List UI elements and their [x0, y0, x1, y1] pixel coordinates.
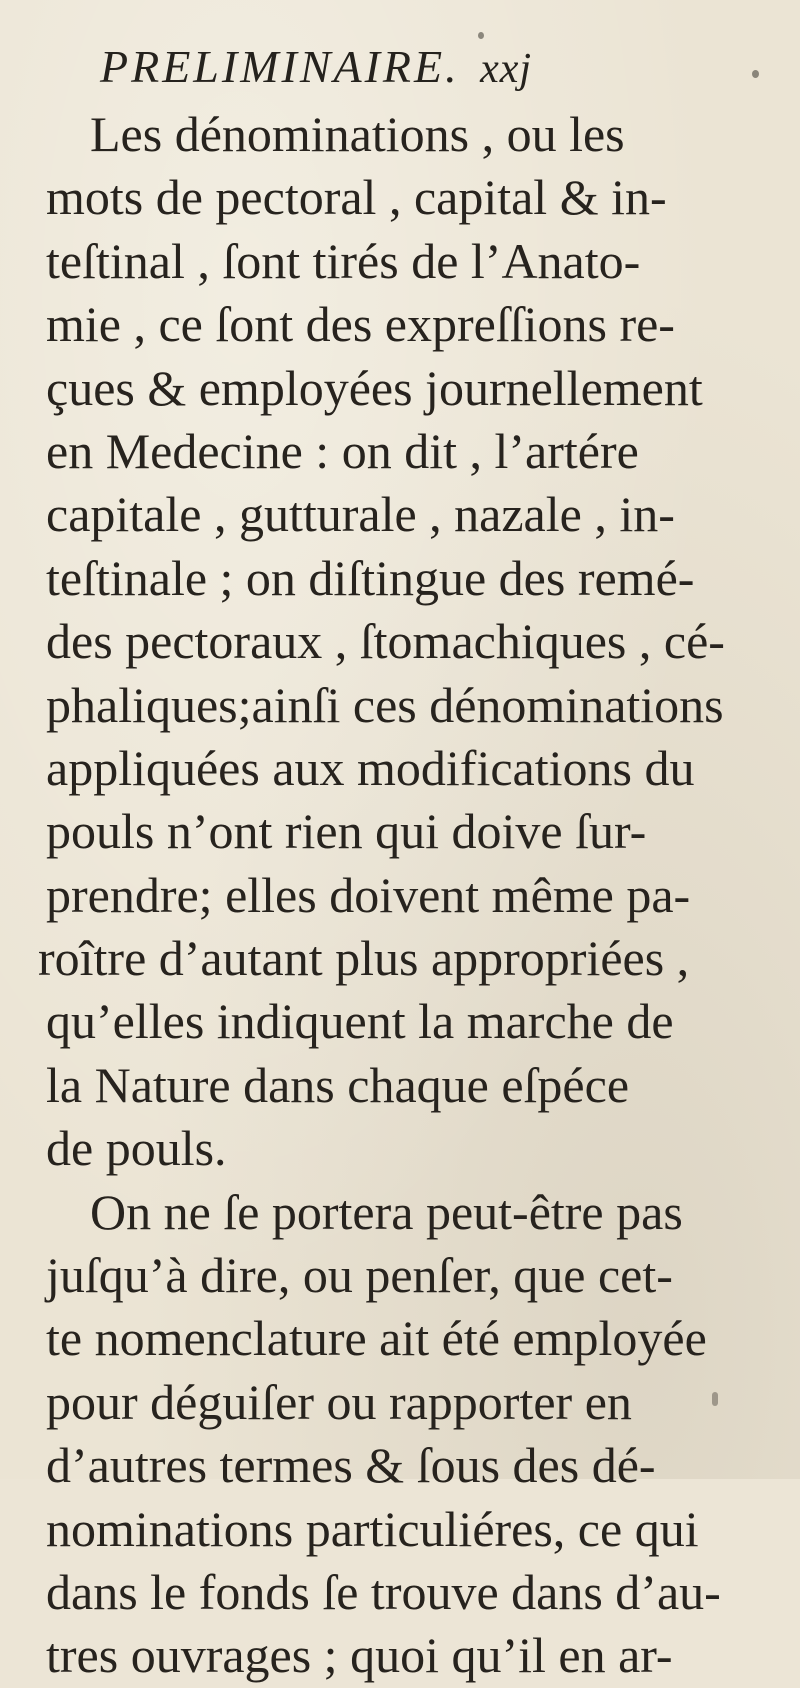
text-line: teſtinal , ſont tirés de l’Anato-: [46, 232, 641, 289]
text-line: nominations particuliéres, ce qui: [46, 1500, 699, 1557]
ink-speck: [712, 1392, 718, 1406]
text-line: en Medecine : on dit , l’artére: [46, 422, 639, 479]
text-line: prendre; elles doivent même pa-: [46, 866, 691, 923]
ink-speck: [478, 32, 484, 39]
text-line: çues & employées journellement: [46, 359, 703, 416]
text-line: la Nature dans chaque eſpéce: [46, 1056, 630, 1113]
text-line: des pectoraux , ſtomachiques , cé-: [46, 613, 725, 670]
text-line: tres ouvrages ; quoi qu’il en ar-: [46, 1627, 673, 1684]
text-line: On ne ſe portera peut-être pas: [90, 1183, 683, 1240]
text-line: te nomenclature ait été employée: [46, 1310, 707, 1367]
header-title: PRELIMINAIRE.: [100, 41, 460, 92]
text-line: appliquées aux modifications du: [46, 739, 695, 796]
running-header: [100, 40, 760, 93]
text-line: mots de pectoral , capital & in-: [46, 169, 667, 226]
text-line: Les dénominations , ou les: [90, 106, 625, 162]
text-line: qu’elles indiquent la marche de: [46, 993, 674, 1050]
text-line: pour déguiſer ou rapporter en: [46, 1373, 632, 1430]
text-line: de pouls.: [46, 1120, 227, 1177]
text-line: roître d’autant plus appropriées ,: [38, 930, 690, 987]
page-number: xxj: [480, 46, 533, 92]
text-line: phaliques;ainſi ces dénominations: [46, 676, 724, 733]
text-line: mie , ce ſont des expreſſions re-: [46, 296, 675, 353]
ink-speck: [752, 70, 759, 78]
text-line: capitale , gutturale , nazale , in-: [46, 486, 675, 543]
text-line: juſqu’à dire, ou penſer, que cet-: [46, 1247, 673, 1304]
text-line: d’autres termes & ſous des dé-: [46, 1437, 656, 1494]
body-text: [38, 103, 778, 1688]
text-line: pouls n’ont rien qui doive ſur-: [46, 803, 647, 860]
text-line: teſtinale ; on diſtingue des remé-: [46, 549, 695, 606]
text-line: dans le fonds ſe trouve dans d’au-: [46, 1563, 721, 1620]
